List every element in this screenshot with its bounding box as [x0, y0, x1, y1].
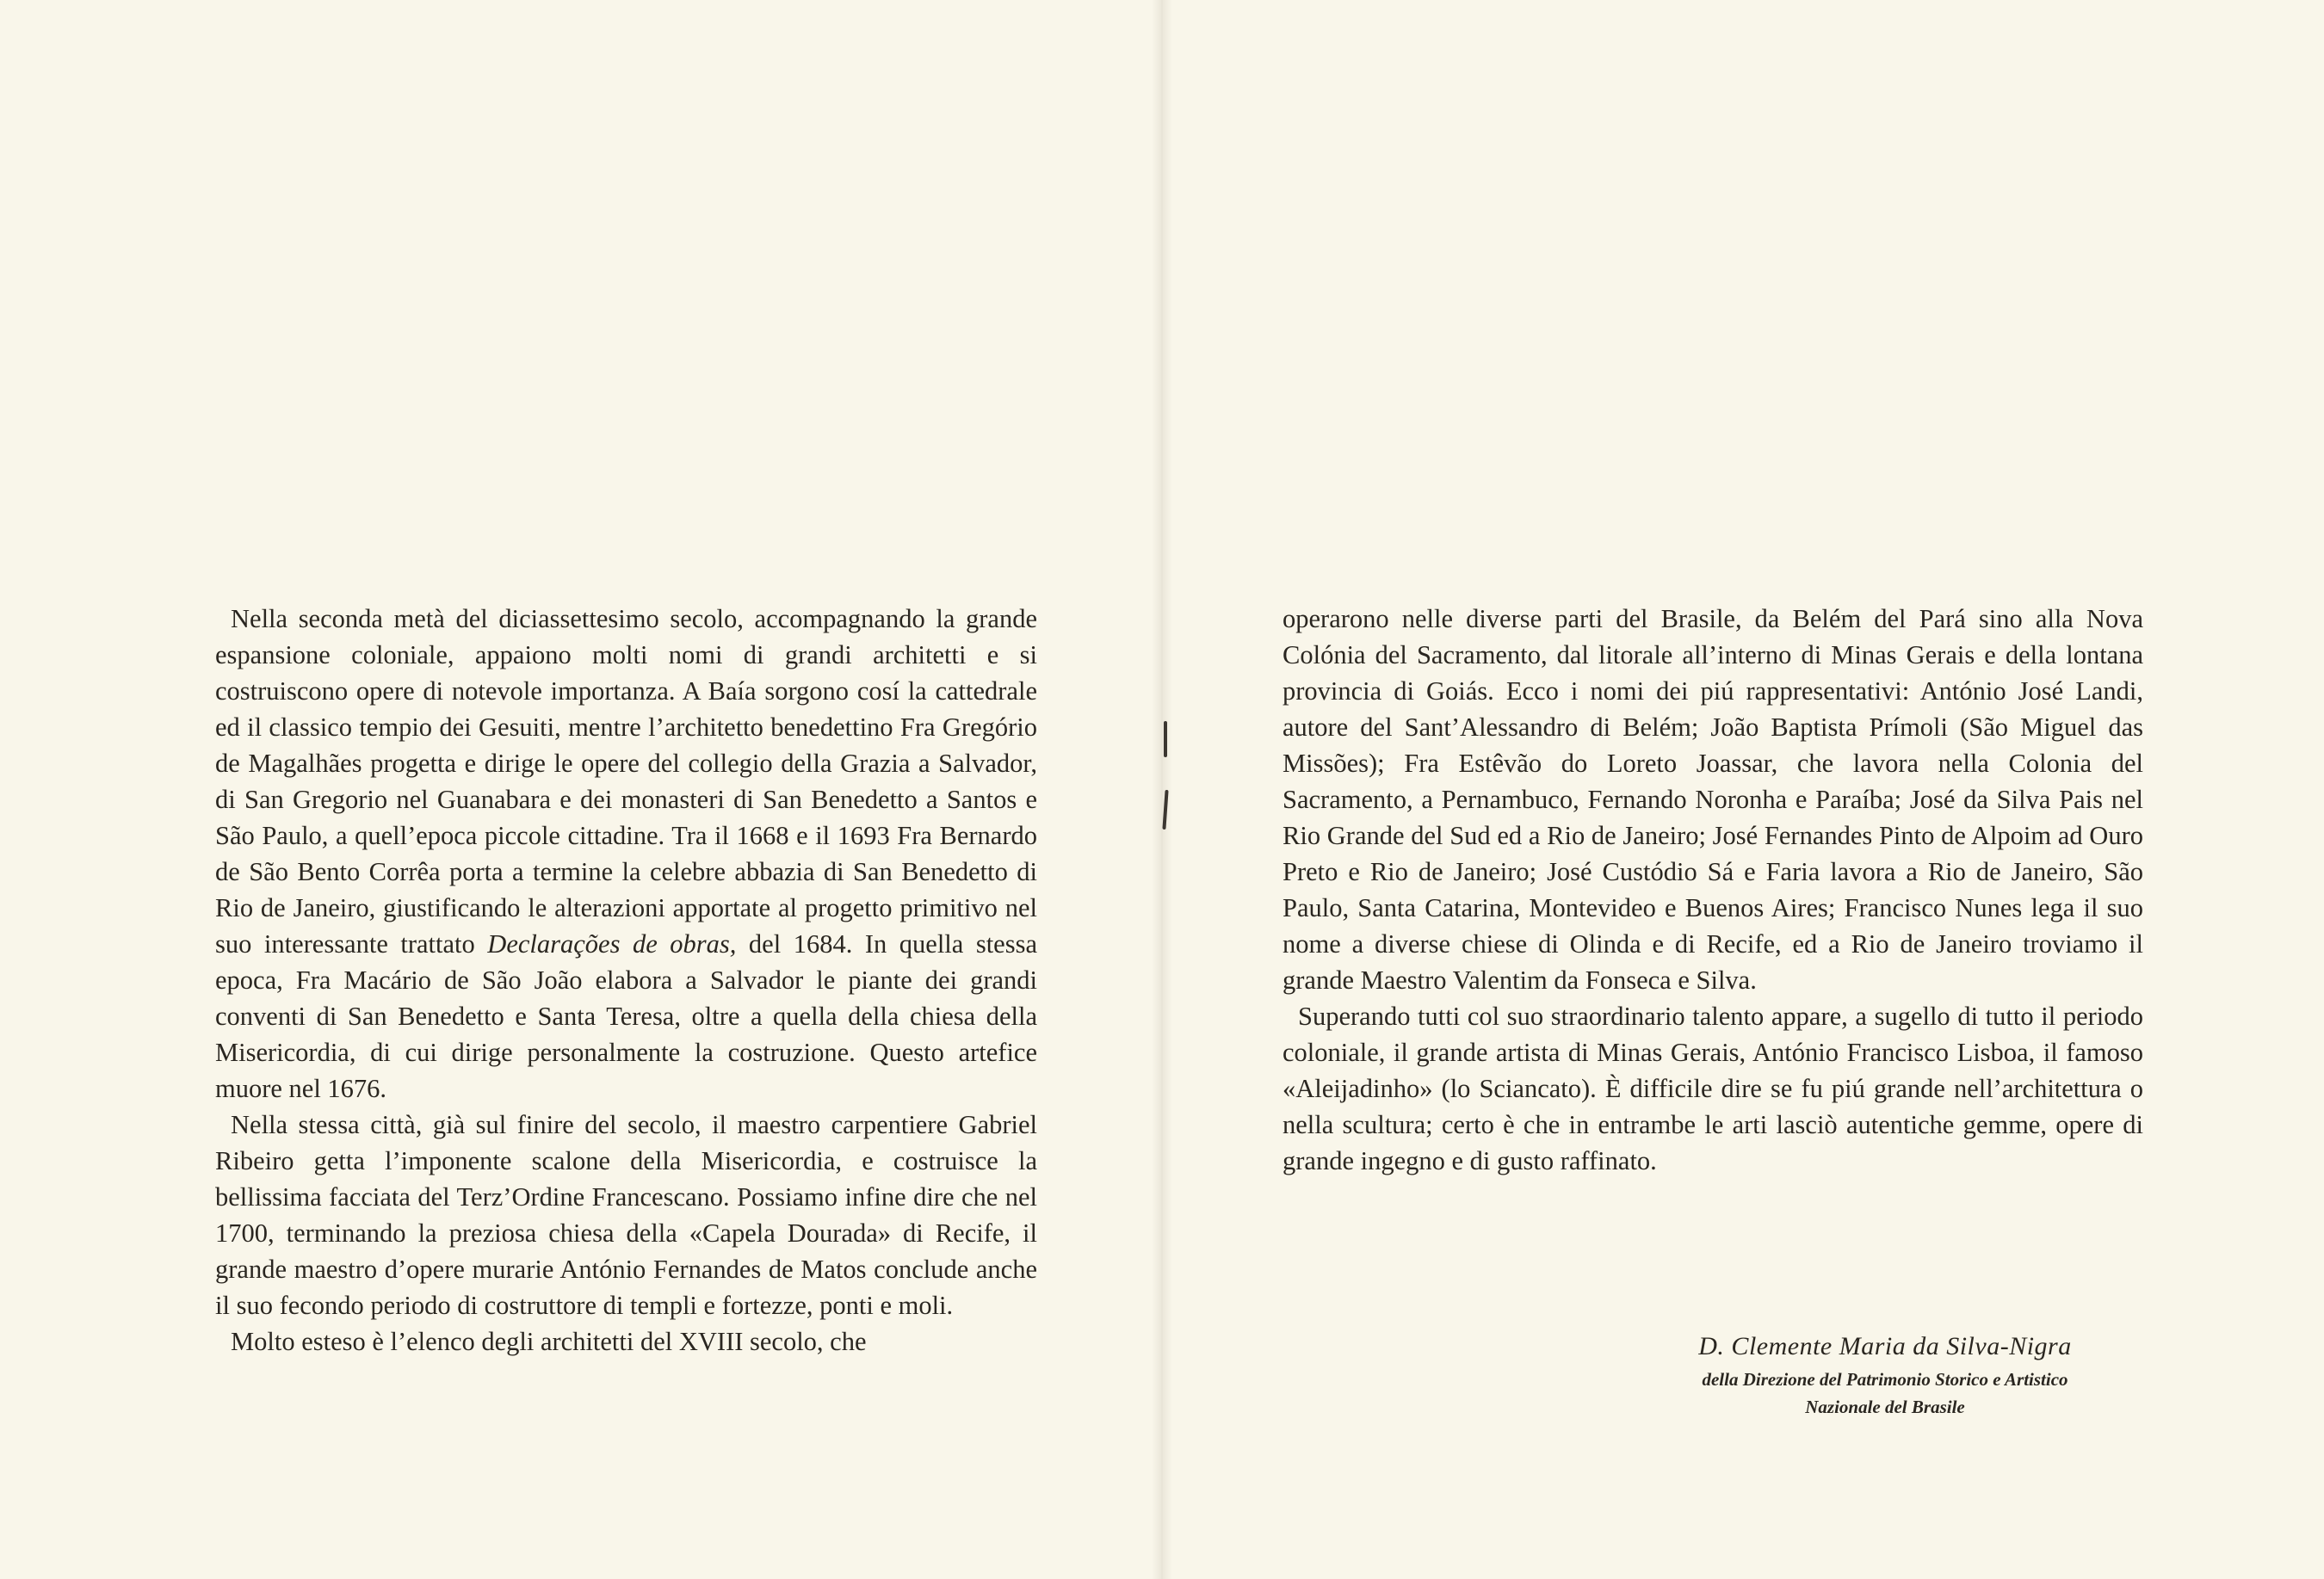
signature-block: [1618, 1329, 2152, 1419]
paragraph-continued: operarono nelle diverse parti del Brasile, da Belém del Pará sino alla Nova Colónia del Sacramento, dal litorale all’interno di Minas Gerais e della lontana provincia di Goiás. Ecco i nomi dei piú rappresentativi: António José Landi, autore del Sant’Alessandro di Belém; João Baptista Prímoli (São Miguel das Missões); Fra Estêvão do Loreto Joassar, che lavora nella Colonia del Sacramento, a Pernambuco, Fernando Noronha e Paraíba; José da Silva Pais nel Rio Grande del Sud ed a Rio de Janeiro; José Fernandes Pinto de Alpoim ad Ouro Preto e Rio de Janeiro; José Custódio Sá e Faria lavora a Rio de Janeiro, São Paulo, Santa Catarina, Montevideo e Buenos Aires; Francisco Nunes lega il suo nome a diverse chiese di Olinda e di Recife, ed a Rio de Janeiro troviamo il grande Maestro Valentim da Fonseca e Silva.: [1283, 604, 2143, 995]
paragraph-1: [215, 601, 1037, 1107]
paragraph-3: Molto esteso è l’elenco degli architetti del XVIII secolo, che: [231, 1327, 867, 1356]
staple-top: [1164, 721, 1167, 757]
author-role-line-1: della Direzione del Patrimonio Storico e Artistico: [1702, 1369, 2068, 1390]
left-page: [215, 601, 1037, 1360]
book-title-italic: Declarações de obras,: [487, 929, 737, 959]
paragraph-2: Nella stessa città, già sul finire del secolo, il maestro carpentiere Gabriel Ribeiro getta l’imponente scalone della Misericordia, e costruisce la bellissima facciata del Terz’Ordine Francescano. Possiamo infine dire che nel 1700, terminando la preziosa chiesa della «Capela Dourada» di Recife, il grande maestro d’opere murarie António Fernandes de Matos conclude anche il suo fecondo periodo di costruttore di templi e fortezze, ponti e moli.: [215, 1110, 1037, 1320]
author-name: D. Clemente Maria da Silva-Nigra: [1698, 1332, 2072, 1360]
paragraph-1-start: Nella seconda metà del diciassettesimo secolo, accompagnando la grande espansione coloniale, appaiono molti nomi di grandi architetti e si costruiscono opere di notevole importanza. A Baía sorgono cosí la cattedrale ed il classico tempio dei Gesuiti, mentre l’architetto benedettino Fra Gregório de Magalhães progetta e dirige le opere del collegio della Grazia a Salvador, di San Gregorio nel Guanabara e dei monasteri di San Benedetto a Santos e São Paulo, a quell’epoca piccole cittadine. Tra il 1668 e il 1693 Fra Bernardo de São Bento Corrêa porta a termine la celebre abbazia di San Benedetto di Rio de Janeiro, giustificando le alterazioni apportate al progetto primitivo nel suo interessante trattato: [215, 604, 1037, 959]
book-gutter: [1152, 0, 1172, 1579]
paragraph-1-end: del 1684. In quella stessa epoca, Fra Macário de São João elabora a Salvador le piante dei grandi conventi di San Benedetto e Santa Teresa, oltre a quella della chiesa della Misericordia, di cui dirige personalmente la costruzione. Questo artefice muore nel 1676.: [215, 929, 1037, 1103]
right-page: [1283, 601, 2143, 1179]
paragraph-aleijadinho: Superando tutti col suo straordinario talento appare, a sugello di tutto il periodo coloniale, il grande artista di Minas Gerais, António Francisco Lisboa, il famoso «Aleijadinho» (lo Sciancato). È difficile dire se fu piú grande nell’architettura o nella scultura; certo è che in entrambe le arti lasciò autentiche gemme, opere di grande ingegno e di gusto raffinato.: [1283, 1002, 2143, 1175]
author-role-line-2: Nazionale del Brasile: [1805, 1397, 1965, 1417]
